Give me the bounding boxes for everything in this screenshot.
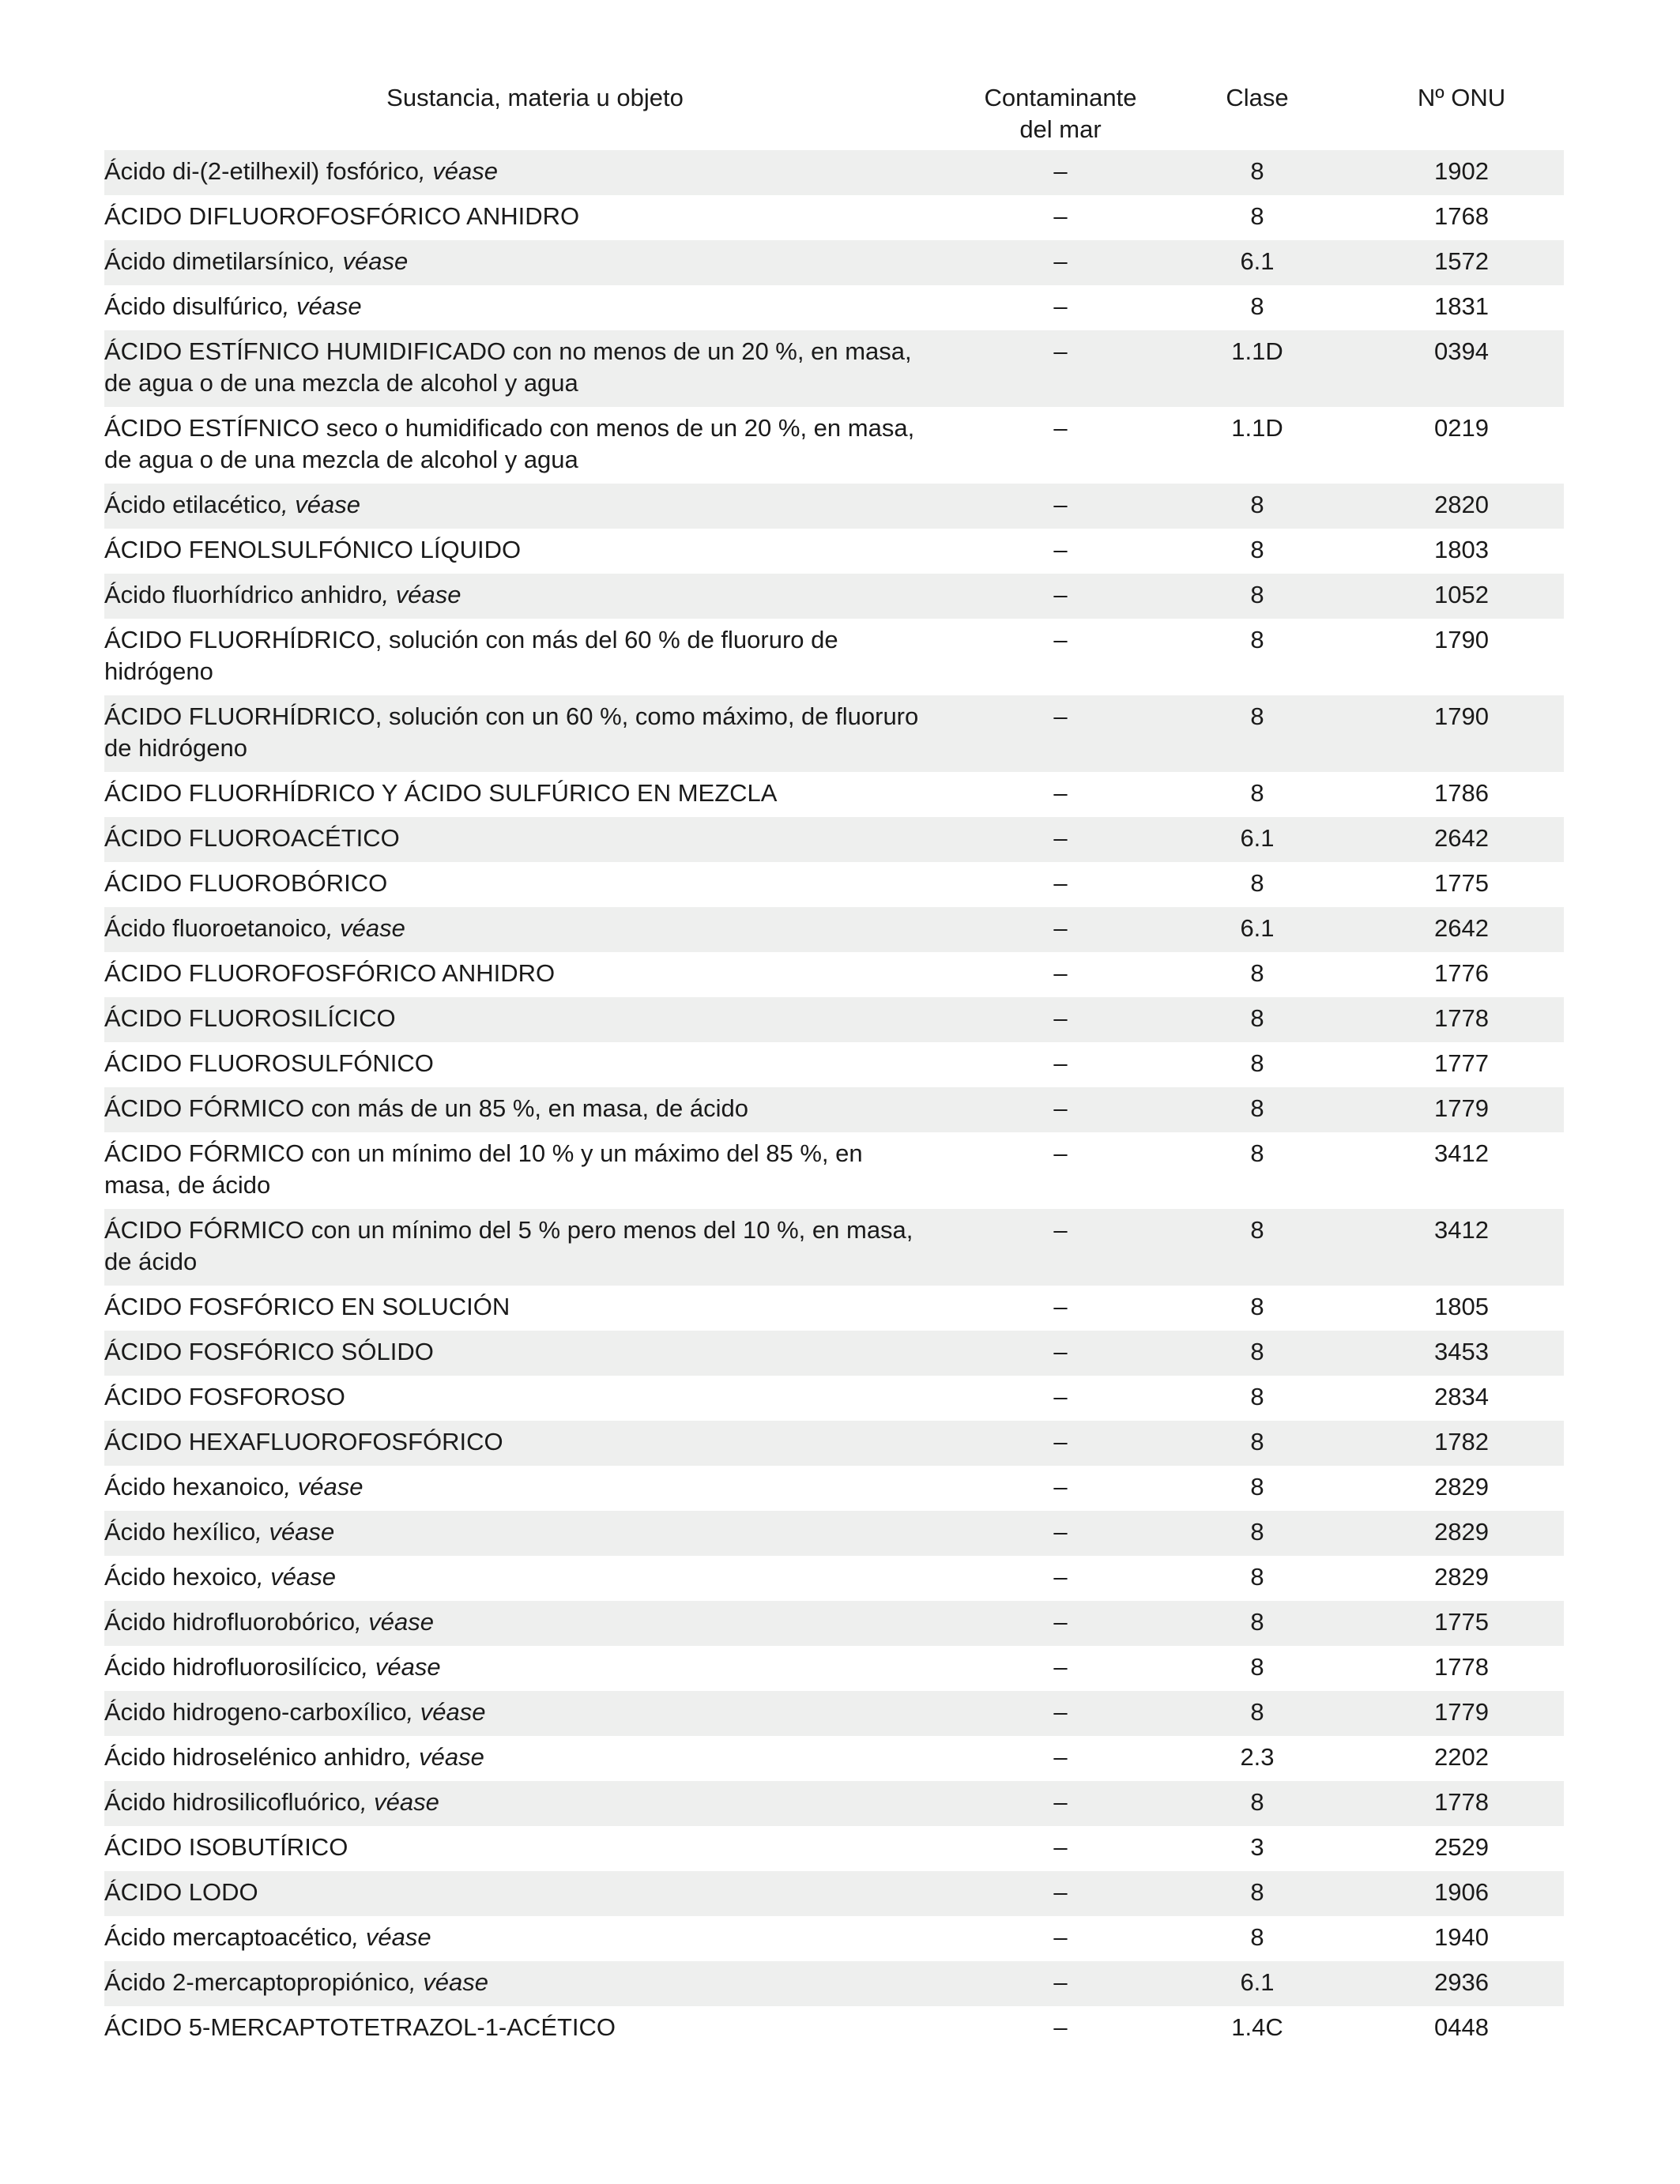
substance-name: Ácido hidrogeno-carboxílico: [104, 1698, 407, 1726]
un-number-cell: 2202: [1434, 1743, 1489, 1771]
substance-name: ÁCIDO ISOBUTÍRICO: [104, 1833, 348, 1861]
table-row: [104, 772, 1564, 817]
substance-name: ÁCIDO FLUOROSULFÓNICO: [104, 1049, 434, 1077]
marine-pollutant-cell: –: [966, 1209, 1155, 1286]
un-number-cell: 1786: [1434, 779, 1489, 807]
table-row: [104, 1286, 1564, 1331]
un-number-cell: 1790: [1359, 695, 1564, 772]
un-number-cell: 3412: [1359, 1209, 1564, 1286]
marine-pollutant-cell: –: [1053, 959, 1068, 987]
see-reference: , véase: [405, 1743, 484, 1771]
marine-pollutant-cell: –: [1053, 414, 1068, 442]
header-marine-line1: Contaminante: [984, 84, 1137, 111]
substance-name: Ácido hexílico: [104, 1518, 256, 1546]
see-reference: , véase: [257, 1563, 336, 1591]
table-row: [104, 285, 1564, 330]
table-row: [104, 1087, 1564, 1132]
table-row: [104, 1042, 1564, 1087]
substance-cell: [104, 997, 966, 1042]
substance-name: Ácido etilacético: [104, 491, 282, 518]
header-marine-pollutant: [966, 79, 1155, 150]
un-number-cell: 2829: [1359, 1511, 1564, 1556]
class-cell: 8: [1155, 150, 1359, 195]
un-number-cell: 0448: [1434, 2013, 1489, 2041]
table-row: [104, 529, 1564, 574]
substance-name: ÁCIDO DIFLUOROFOSFÓRICO ANHIDRO: [104, 202, 580, 230]
class-cell: 8: [1250, 1139, 1264, 1167]
table-row: [104, 1601, 1564, 1646]
substance-cell: [104, 1376, 966, 1421]
class-cell: 8: [1250, 292, 1264, 320]
marine-pollutant-cell: –: [966, 817, 1155, 862]
table-row: [104, 407, 1564, 484]
marine-pollutant-cell: –: [966, 1691, 1155, 1736]
substance-cell: [104, 150, 966, 195]
see-reference: , véase: [255, 1518, 335, 1546]
class-cell: 8: [1155, 997, 1359, 1042]
substance-cell: [104, 772, 966, 817]
substance-cell: [104, 1781, 966, 1826]
substance-name: ÁCIDO FLUORHÍDRICO Y ÁCIDO SULFÚRICO EN MEZCLA: [104, 779, 778, 807]
un-number-cell: 2820: [1359, 484, 1564, 529]
table-row: [104, 1916, 1564, 1961]
class-cell: 8: [1155, 1691, 1359, 1736]
table-row: [104, 1132, 1564, 1209]
table-row: [104, 817, 1564, 862]
un-number-cell: 0219: [1434, 414, 1489, 442]
marine-pollutant-cell: –: [966, 907, 1155, 952]
un-number-cell: 2829: [1434, 1473, 1489, 1501]
substance-cell: [104, 1871, 966, 1916]
un-number-cell: 2936: [1359, 1961, 1564, 2006]
substance-cell: [104, 695, 966, 772]
class-cell: 1.1D: [1231, 414, 1283, 442]
class-cell: 1.1D: [1155, 330, 1359, 407]
un-number-cell: 1775: [1434, 869, 1489, 897]
class-cell: 8: [1250, 869, 1264, 897]
marine-pollutant-cell: –: [966, 1511, 1155, 1556]
table-row: [104, 150, 1564, 195]
marine-pollutant-cell: –: [1053, 1923, 1068, 1951]
substance-cell: [104, 285, 966, 330]
class-cell: 8: [1155, 574, 1359, 619]
class-cell: 6.1: [1155, 817, 1359, 862]
substance-name: Ácido mercaptoacético: [104, 1923, 352, 1951]
see-reference: , véase: [355, 1608, 435, 1636]
marine-pollutant-cell: –: [1053, 1383, 1068, 1410]
substance-name: ÁCIDO FOSFÓRICO SÓLIDO: [104, 1338, 434, 1365]
class-cell: 8: [1155, 1087, 1359, 1132]
table-row: [104, 1466, 1564, 1511]
see-reference: , véase: [418, 157, 498, 185]
substance-cell: [104, 1826, 966, 1871]
marine-pollutant-cell: –: [966, 695, 1155, 772]
see-reference: , véase: [360, 1788, 439, 1816]
substance-name: Ácido 2-mercaptopropiónico: [104, 1968, 409, 1996]
header-un-number: Nº ONU: [1417, 84, 1506, 111]
see-reference: , véase: [409, 1968, 488, 1996]
marine-pollutant-cell: –: [966, 330, 1155, 407]
table-row: [104, 195, 1564, 240]
substance-cell: [104, 2006, 966, 2051]
class-cell: 8: [1250, 1473, 1264, 1501]
marine-pollutant-cell: –: [1053, 536, 1068, 563]
table-row: [104, 1511, 1564, 1556]
marine-pollutant-cell: –: [1053, 1139, 1068, 1167]
table-row: [104, 1826, 1564, 1871]
table-row: [104, 619, 1564, 695]
table-row: [104, 1376, 1564, 1421]
class-cell: 8: [1250, 1293, 1264, 1320]
class-cell: 8: [1250, 202, 1264, 230]
substance-name: ÁCIDO FLUOROBÓRICO: [104, 869, 388, 897]
substance-name: ÁCIDO FOSFOROSO: [104, 1383, 345, 1410]
marine-pollutant-cell: –: [1053, 202, 1068, 230]
substance-name: ÁCIDO FLUORHÍDRICO, solución con un 60 %, como máximo, de fluoruro de hidrógeno: [104, 702, 919, 762]
see-reference: , véase: [281, 491, 360, 518]
substance-cell: [104, 1736, 966, 1781]
substance-cell: [104, 1331, 966, 1376]
substance-name: ÁCIDO FÓRMICO con un mínimo del 10 % y un máximo del 85 %, en masa, de ácido: [104, 1139, 863, 1199]
un-number-cell: 1768: [1434, 202, 1489, 230]
class-cell: 8: [1155, 1331, 1359, 1376]
table-row: [104, 1209, 1564, 1286]
marine-pollutant-cell: –: [1053, 1293, 1068, 1320]
substance-name: Ácido hexoico: [104, 1563, 258, 1591]
see-reference: , véase: [361, 1653, 441, 1681]
table-row: [104, 1646, 1564, 1691]
marine-pollutant-cell: –: [966, 1087, 1155, 1132]
un-number-cell: 2829: [1434, 1563, 1489, 1591]
see-reference: , véase: [382, 581, 461, 608]
substance-cell: [104, 862, 966, 907]
see-reference: , véase: [326, 914, 405, 942]
un-number-cell: 1778: [1359, 1781, 1564, 1826]
class-cell: 8: [1155, 484, 1359, 529]
substance-cell: [104, 1132, 966, 1209]
marine-pollutant-cell: –: [966, 574, 1155, 619]
marine-pollutant-cell: –: [1053, 1743, 1068, 1771]
substance-name: ÁCIDO FÓRMICO con más de un 85 %, en masa, de ácido: [104, 1094, 748, 1122]
class-cell: 8: [1155, 1511, 1359, 1556]
class-cell: 8: [1155, 1781, 1359, 1826]
table-header-row: [104, 79, 1564, 150]
see-reference: , véase: [406, 1698, 486, 1726]
substance-cell: [104, 907, 966, 952]
substance-cell: [104, 952, 966, 997]
un-number-cell: 2529: [1434, 1833, 1489, 1861]
header-marine-line2: del mar: [1019, 115, 1102, 143]
see-reference: , véase: [284, 1473, 363, 1501]
substance-name: ÁCIDO ESTÍFNICO seco o humidificado con menos de un 20 %, en masa, de agua o de una mezcla de alcohol y agua: [104, 414, 915, 473]
substance-name: Ácido hidroselénico anhidro: [104, 1743, 405, 1771]
un-number-cell: 1902: [1359, 150, 1564, 195]
substance-cell: [104, 619, 966, 695]
class-cell: 8: [1155, 695, 1359, 772]
class-cell: 8: [1250, 626, 1264, 653]
class-cell: 8: [1155, 1209, 1359, 1286]
table-row: [104, 1691, 1564, 1736]
marine-pollutant-cell: –: [1053, 1653, 1068, 1681]
substance-name: ÁCIDO FLUORHÍDRICO, solución con más del 60 % de fluoruro de hidrógeno: [104, 626, 838, 685]
substance-cell: [104, 1601, 966, 1646]
marine-pollutant-cell: –: [1053, 869, 1068, 897]
substance-name: ÁCIDO LODO: [104, 1878, 258, 1906]
marine-pollutant-cell: –: [966, 1871, 1155, 1916]
marine-pollutant-cell: –: [1053, 1833, 1068, 1861]
un-number-cell: 1778: [1434, 1653, 1489, 1681]
class-cell: 1.4C: [1231, 2013, 1283, 2041]
table-row: [104, 997, 1564, 1042]
marine-pollutant-cell: –: [966, 1331, 1155, 1376]
table-body: [104, 150, 1564, 2051]
substance-cell: [104, 1916, 966, 1961]
substance-cell: [104, 529, 966, 574]
un-number-cell: 1779: [1359, 1087, 1564, 1132]
substance-cell: [104, 1421, 966, 1466]
table-row: [104, 574, 1564, 619]
substance-cell: [104, 1466, 966, 1511]
un-number-cell: 2834: [1434, 1383, 1489, 1410]
table-row: [104, 1331, 1564, 1376]
document-page: [104, 79, 1564, 2051]
substance-name: ÁCIDO HEXAFLUOROFOSFÓRICO: [104, 1428, 503, 1455]
class-cell: 6.1: [1155, 1961, 1359, 2006]
substance-cell: [104, 1511, 966, 1556]
substance-cell: [104, 1646, 966, 1691]
un-number-cell: 1775: [1359, 1601, 1564, 1646]
substance-name: ÁCIDO FOSFÓRICO EN SOLUCIÓN: [104, 1293, 510, 1320]
marine-pollutant-cell: –: [966, 484, 1155, 529]
substance-cell: [104, 574, 966, 619]
substance-name: Ácido hidrofluorosilícico: [104, 1653, 362, 1681]
table-row: [104, 695, 1564, 772]
marine-pollutant-cell: –: [966, 1781, 1155, 1826]
class-cell: 8: [1250, 1563, 1264, 1591]
dangerous-goods-table: [104, 79, 1564, 2051]
table-row: [104, 240, 1564, 285]
substance-name: Ácido hidrofluorobórico: [104, 1608, 356, 1636]
class-cell: 8: [1155, 1601, 1359, 1646]
un-number-cell: 1790: [1434, 626, 1489, 653]
un-number-cell: 3453: [1359, 1331, 1564, 1376]
substance-cell: [104, 195, 966, 240]
marine-pollutant-cell: –: [966, 150, 1155, 195]
table-row: [104, 1961, 1564, 2006]
un-number-cell: 0394: [1359, 330, 1564, 407]
class-cell: 8: [1155, 1871, 1359, 1916]
substance-cell: [104, 1556, 966, 1601]
class-cell: 8: [1250, 1653, 1264, 1681]
substance-name: Ácido fluoroetanoico: [104, 914, 326, 942]
table-row: [104, 330, 1564, 407]
table-row: [104, 907, 1564, 952]
marine-pollutant-cell: –: [966, 1961, 1155, 2006]
substance-name: Ácido fluorhídrico anhidro: [104, 581, 382, 608]
class-cell: 8: [1155, 1421, 1359, 1466]
un-number-cell: 1052: [1359, 574, 1564, 619]
table-row: [104, 484, 1564, 529]
substance-cell: [104, 484, 966, 529]
substance-cell: [104, 817, 966, 862]
un-number-cell: 1777: [1434, 1049, 1489, 1077]
marine-pollutant-cell: –: [1053, 1049, 1068, 1077]
class-cell: 6.1: [1155, 240, 1359, 285]
marine-pollutant-cell: –: [1053, 626, 1068, 653]
header-class: Clase: [1226, 84, 1289, 111]
un-number-cell: 1778: [1359, 997, 1564, 1042]
table-row: [104, 1736, 1564, 1781]
table-row: [104, 952, 1564, 997]
class-cell: 8: [1250, 1923, 1264, 1951]
substance-name: Ácido di-(2-etilhexil) fosfórico: [104, 157, 419, 185]
marine-pollutant-cell: –: [1053, 292, 1068, 320]
un-number-cell: 1906: [1359, 1871, 1564, 1916]
un-number-cell: 1782: [1359, 1421, 1564, 1466]
class-cell: 8: [1250, 779, 1264, 807]
marine-pollutant-cell: –: [1053, 2013, 1068, 2041]
class-cell: 8: [1250, 1049, 1264, 1077]
substance-cell: [104, 240, 966, 285]
substance-name: ÁCIDO FLUOROFOSFÓRICO ANHIDRO: [104, 959, 556, 987]
substance-name: ÁCIDO 5-MERCAPTOTETRAZOL-1-ACÉTICO: [104, 2013, 616, 2041]
un-number-cell: 1803: [1434, 536, 1489, 563]
class-cell: 6.1: [1155, 907, 1359, 952]
class-cell: 3: [1250, 1833, 1264, 1861]
un-number-cell: 1805: [1434, 1293, 1489, 1320]
substance-name: ÁCIDO FENOLSULFÓNICO LÍQUIDO: [104, 536, 522, 563]
substance-name: ÁCIDO FLUOROSILÍCICO: [104, 1004, 396, 1032]
un-number-cell: 1572: [1359, 240, 1564, 285]
substance-name: ÁCIDO ESTÍFNICO HUMIDIFICADO con no menos de un 20 %, en masa, de agua o de una mezcla de alcohol y agua: [104, 337, 912, 397]
substance-cell: [104, 330, 966, 407]
un-number-cell: 3412: [1434, 1139, 1489, 1167]
substance-cell: [104, 1042, 966, 1087]
un-number-cell: 1831: [1434, 292, 1489, 320]
marine-pollutant-cell: –: [966, 1601, 1155, 1646]
un-number-cell: 2642: [1359, 907, 1564, 952]
marine-pollutant-cell: –: [1053, 1473, 1068, 1501]
class-cell: 8: [1250, 959, 1264, 987]
class-cell: 2.3: [1240, 1743, 1275, 1771]
table-row: [104, 862, 1564, 907]
class-cell: 8: [1250, 1383, 1264, 1410]
class-cell: 8: [1250, 536, 1264, 563]
substance-name: Ácido disulfúrico: [104, 292, 283, 320]
marine-pollutant-cell: –: [966, 997, 1155, 1042]
substance-cell: [104, 1961, 966, 2006]
substance-cell: [104, 1087, 966, 1132]
un-number-cell: 1776: [1434, 959, 1489, 987]
see-reference: , véase: [352, 1923, 431, 1951]
substance-name: ÁCIDO FÓRMICO con un mínimo del 5 % pero menos del 10 %, en masa, de ácido: [104, 1216, 913, 1275]
substance-cell: [104, 1691, 966, 1736]
table-row: [104, 1781, 1564, 1826]
substance-name: Ácido dimetilarsínico: [104, 247, 330, 275]
marine-pollutant-cell: –: [966, 240, 1155, 285]
see-reference: , véase: [329, 247, 409, 275]
header-substance: Sustancia, materia u objeto: [386, 84, 684, 111]
table-row: [104, 1421, 1564, 1466]
substance-name: Ácido hidrosilicofluórico: [104, 1788, 360, 1816]
substance-name: Ácido hexanoico: [104, 1473, 284, 1501]
marine-pollutant-cell: –: [1053, 1563, 1068, 1591]
substance-cell: [104, 407, 966, 484]
marine-pollutant-cell: –: [966, 1421, 1155, 1466]
substance-cell: [104, 1209, 966, 1286]
substance-cell: [104, 1286, 966, 1331]
table-row: [104, 2006, 1564, 2051]
see-reference: , véase: [282, 292, 362, 320]
table-row: [104, 1871, 1564, 1916]
marine-pollutant-cell: –: [1053, 779, 1068, 807]
un-number-cell: 1779: [1359, 1691, 1564, 1736]
un-number-cell: 1940: [1434, 1923, 1489, 1951]
table-row: [104, 1556, 1564, 1601]
substance-name: ÁCIDO FLUOROACÉTICO: [104, 824, 400, 852]
un-number-cell: 2642: [1359, 817, 1564, 862]
